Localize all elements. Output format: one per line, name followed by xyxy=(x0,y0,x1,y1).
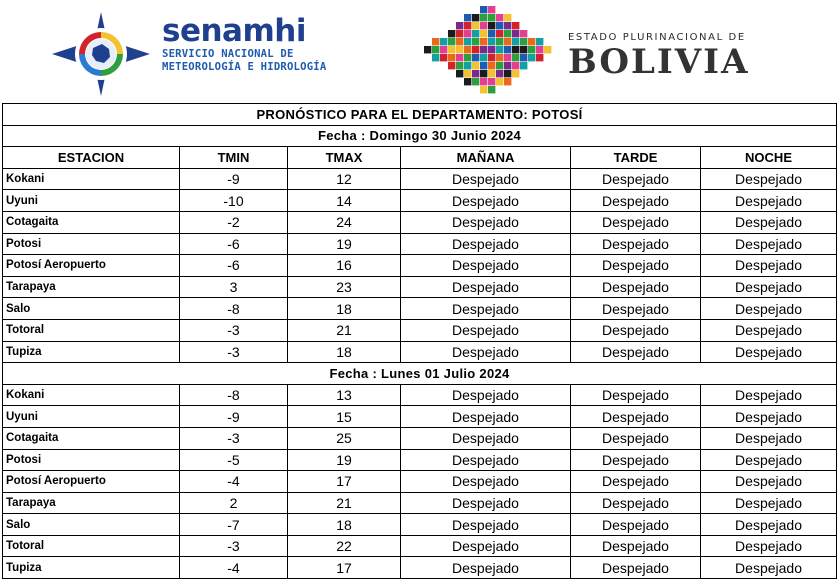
bolivia-emblem-icon xyxy=(422,6,554,94)
night-cell: Despejado xyxy=(701,341,837,363)
table-row xyxy=(3,211,837,233)
tmin-cell: -9 xyxy=(180,406,288,428)
forecast-table xyxy=(2,103,837,579)
table-row xyxy=(3,298,837,320)
morning-cell: Despejado xyxy=(401,449,571,471)
tmin-cell: -3 xyxy=(180,319,288,341)
afternoon-cell: Despejado xyxy=(571,319,701,341)
night-cell: Despejado xyxy=(701,319,837,341)
column-header: NOCHE xyxy=(701,147,837,169)
date-label: Fecha : Domingo 30 Junio 2024 xyxy=(3,125,837,147)
afternoon-cell: Despejado xyxy=(571,557,701,579)
night-cell: Despejado xyxy=(701,557,837,579)
table-row xyxy=(3,471,837,493)
morning-cell: Despejado xyxy=(401,190,571,212)
column-header: MAÑANA xyxy=(401,147,571,169)
afternoon-cell: Despejado xyxy=(571,190,701,212)
date-row xyxy=(3,125,837,147)
table-row xyxy=(3,341,837,363)
forecast-title: PRONÓSTICO PARA EL DEPARTAMENTO: POTOSÍ xyxy=(3,104,837,126)
bolivia-small-text: ESTADO PLURINACIONAL DE xyxy=(568,32,746,43)
senamhi-logo-icon xyxy=(52,12,150,96)
morning-cell: Despejado xyxy=(401,276,571,298)
afternoon-cell: Despejado xyxy=(571,427,701,449)
morning-cell: Despejado xyxy=(401,319,571,341)
afternoon-cell: Despejado xyxy=(571,211,701,233)
afternoon-cell: Despejado xyxy=(571,276,701,298)
afternoon-cell: Despejado xyxy=(571,384,701,406)
afternoon-cell: Despejado xyxy=(571,255,701,277)
bolivia-big-text: BOLIVIA xyxy=(568,42,750,82)
night-cell: Despejado xyxy=(701,471,837,493)
tmin-cell: 2 xyxy=(180,492,288,514)
morning-cell: Despejado xyxy=(401,427,571,449)
column-header-row xyxy=(3,147,837,169)
station-cell: Totoral xyxy=(3,319,180,341)
station-cell: Cotagaita xyxy=(3,427,180,449)
tmin-cell: -4 xyxy=(180,471,288,493)
tmax-cell: 25 xyxy=(288,427,401,449)
station-cell: Kokani xyxy=(3,168,180,190)
tmin-cell: -10 xyxy=(180,190,288,212)
morning-cell: Despejado xyxy=(401,514,571,536)
morning-cell: Despejado xyxy=(401,557,571,579)
afternoon-cell: Despejado xyxy=(571,233,701,255)
morning-cell: Despejado xyxy=(401,298,571,320)
column-header: TMIN xyxy=(180,147,288,169)
station-cell: Cotagaita xyxy=(3,211,180,233)
night-cell: Despejado xyxy=(701,449,837,471)
tmax-cell: 17 xyxy=(288,471,401,493)
brand-sub-line1: SERVICIO NACIONAL DE xyxy=(162,48,294,60)
table-row xyxy=(3,492,837,514)
tmin-cell: -4 xyxy=(180,557,288,579)
tmin-cell: -6 xyxy=(180,233,288,255)
night-cell: Despejado xyxy=(701,427,837,449)
night-cell: Despejado xyxy=(701,384,837,406)
station-cell: Tarapaya xyxy=(3,492,180,514)
morning-cell: Despejado xyxy=(401,406,571,428)
station-cell: Potosi xyxy=(3,233,180,255)
senamhi-wordmark xyxy=(162,14,326,74)
tmax-cell: 19 xyxy=(288,449,401,471)
brand-sub-line2: METEOROLOGÍA E HIDROLOGÍA xyxy=(162,61,327,73)
tmax-cell: 21 xyxy=(288,319,401,341)
afternoon-cell: Despejado xyxy=(571,168,701,190)
night-cell: Despejado xyxy=(701,276,837,298)
bolivia-wordmark xyxy=(568,32,749,80)
tmin-cell: -3 xyxy=(180,427,288,449)
station-cell: Kokani xyxy=(3,384,180,406)
tmax-cell: 18 xyxy=(288,341,401,363)
afternoon-cell: Despejado xyxy=(571,449,701,471)
station-cell: Uyuni xyxy=(3,406,180,428)
tmax-cell: 21 xyxy=(288,492,401,514)
night-cell: Despejado xyxy=(701,492,837,514)
tmax-cell: 24 xyxy=(288,211,401,233)
tmin-cell: -9 xyxy=(180,168,288,190)
afternoon-cell: Despejado xyxy=(571,514,701,536)
tmin-cell: -3 xyxy=(180,535,288,557)
table-row xyxy=(3,168,837,190)
station-cell: Potosi xyxy=(3,449,180,471)
afternoon-cell: Despejado xyxy=(571,406,701,428)
column-header: ESTACION xyxy=(3,147,180,169)
forecast-title-row xyxy=(3,104,837,126)
tmin-cell: -8 xyxy=(180,384,288,406)
morning-cell: Despejado xyxy=(401,255,571,277)
afternoon-cell: Despejado xyxy=(571,535,701,557)
table-row xyxy=(3,276,837,298)
station-cell: Potosí Aeropuerto xyxy=(3,471,180,493)
station-cell: Potosí Aeropuerto xyxy=(3,255,180,277)
night-cell: Despejado xyxy=(701,255,837,277)
morning-cell: Despejado xyxy=(401,233,571,255)
forecast-table-body xyxy=(3,104,837,579)
night-cell: Despejado xyxy=(701,298,837,320)
tmin-cell: -5 xyxy=(180,449,288,471)
tmax-cell: 13 xyxy=(288,384,401,406)
tmax-cell: 18 xyxy=(288,298,401,320)
table-row xyxy=(3,233,837,255)
station-cell: Totoral xyxy=(3,535,180,557)
morning-cell: Despejado xyxy=(401,384,571,406)
morning-cell: Despejado xyxy=(401,535,571,557)
tmax-cell: 18 xyxy=(288,514,401,536)
afternoon-cell: Despejado xyxy=(571,298,701,320)
night-cell: Despejado xyxy=(701,233,837,255)
column-header: TMAX xyxy=(288,147,401,169)
night-cell: Despejado xyxy=(701,406,837,428)
night-cell: Despejado xyxy=(701,168,837,190)
station-cell: Salo xyxy=(3,298,180,320)
tmin-cell: 3 xyxy=(180,276,288,298)
table-row xyxy=(3,449,837,471)
night-cell: Despejado xyxy=(701,211,837,233)
afternoon-cell: Despejado xyxy=(571,492,701,514)
station-cell: Tupiza xyxy=(3,341,180,363)
tmax-cell: 19 xyxy=(288,233,401,255)
date-label: Fecha : Lunes 01 Julio 2024 xyxy=(3,363,837,385)
brand-name: senamhi xyxy=(162,13,306,49)
station-cell: Tarapaya xyxy=(3,276,180,298)
page-header xyxy=(0,0,840,104)
station-cell: Tupiza xyxy=(3,557,180,579)
station-cell: Uyuni xyxy=(3,190,180,212)
tmax-cell: 17 xyxy=(288,557,401,579)
tmax-cell: 14 xyxy=(288,190,401,212)
column-header: TARDE xyxy=(571,147,701,169)
table-row xyxy=(3,406,837,428)
tmin-cell: -2 xyxy=(180,211,288,233)
tmax-cell: 16 xyxy=(288,255,401,277)
morning-cell: Despejado xyxy=(401,471,571,493)
morning-cell: Despejado xyxy=(401,211,571,233)
night-cell: Despejado xyxy=(701,190,837,212)
table-row xyxy=(3,557,837,579)
tmin-cell: -8 xyxy=(180,298,288,320)
table-row xyxy=(3,427,837,449)
night-cell: Despejado xyxy=(701,514,837,536)
night-cell: Despejado xyxy=(701,535,837,557)
tmax-cell: 15 xyxy=(288,406,401,428)
table-row xyxy=(3,384,837,406)
tmin-cell: -3 xyxy=(180,341,288,363)
table-row xyxy=(3,535,837,557)
morning-cell: Despejado xyxy=(401,168,571,190)
afternoon-cell: Despejado xyxy=(571,341,701,363)
morning-cell: Despejado xyxy=(401,341,571,363)
tmax-cell: 23 xyxy=(288,276,401,298)
tmin-cell: -7 xyxy=(180,514,288,536)
tmax-cell: 12 xyxy=(288,168,401,190)
table-row xyxy=(3,319,837,341)
tmax-cell: 22 xyxy=(288,535,401,557)
station-cell: Salo xyxy=(3,514,180,536)
tmin-cell: -6 xyxy=(180,255,288,277)
table-row xyxy=(3,190,837,212)
table-row xyxy=(3,514,837,536)
table-row xyxy=(3,255,837,277)
date-row xyxy=(3,363,837,385)
morning-cell: Despejado xyxy=(401,492,571,514)
afternoon-cell: Despejado xyxy=(571,471,701,493)
